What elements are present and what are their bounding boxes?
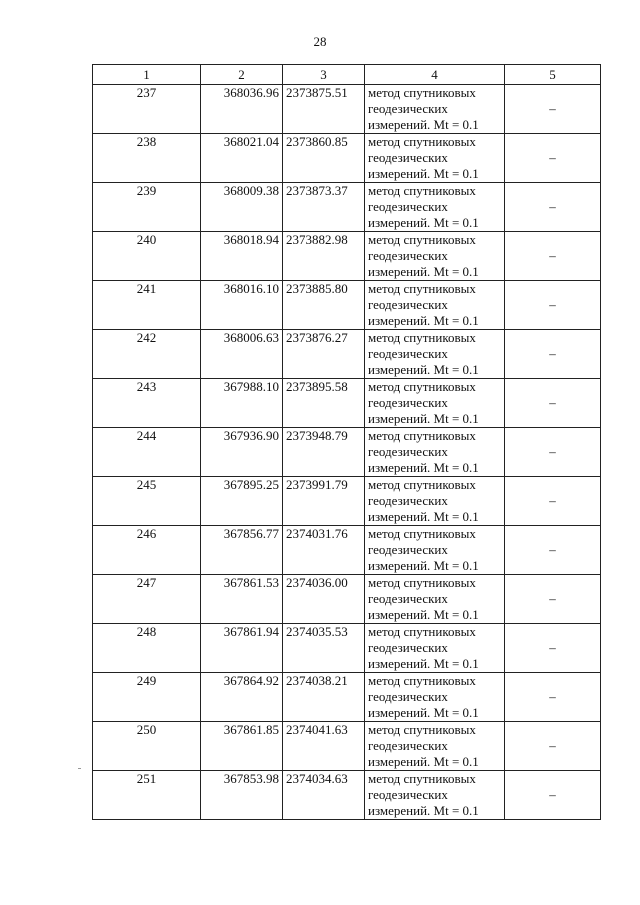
- point-number-cell: 237: [93, 85, 201, 134]
- y-coordinate-cell: 2373882.98: [283, 232, 365, 281]
- point-number-cell: 249: [93, 673, 201, 722]
- table-row: [93, 330, 601, 379]
- table-row: [93, 575, 601, 624]
- method-cell: метод спутниковых геодезических измерений. Mt = 0.1: [365, 673, 505, 722]
- x-coordinate-cell: 368009.38: [201, 183, 283, 232]
- x-coordinate-cell: 368036.96: [201, 85, 283, 134]
- note-cell: –: [505, 526, 601, 575]
- point-number-cell: 242: [93, 330, 201, 379]
- method-cell: метод спутниковых геодезических измерений. Mt = 0.1: [365, 428, 505, 477]
- column-header: 3: [283, 65, 365, 85]
- method-cell: метод спутниковых геодезических измерений. Mt = 0.1: [365, 134, 505, 183]
- point-number-cell: 243: [93, 379, 201, 428]
- note-cell: –: [505, 232, 601, 281]
- note-cell: –: [505, 330, 601, 379]
- y-coordinate-cell: 2373885.80: [283, 281, 365, 330]
- table-row: [93, 477, 601, 526]
- note-cell: –: [505, 575, 601, 624]
- y-coordinate-cell: 2373991.79: [283, 477, 365, 526]
- x-coordinate-cell: 367853.98: [201, 771, 283, 820]
- y-coordinate-cell: 2374034.63: [283, 771, 365, 820]
- x-coordinate-cell: 367861.94: [201, 624, 283, 673]
- y-coordinate-cell: 2373860.85: [283, 134, 365, 183]
- note-cell: –: [505, 477, 601, 526]
- table-row: [93, 232, 601, 281]
- note-cell: –: [505, 771, 601, 820]
- note-cell: –: [505, 722, 601, 771]
- table-row: [93, 673, 601, 722]
- table-row: [93, 771, 601, 820]
- coordinates-table: [92, 64, 601, 820]
- method-cell: метод спутниковых геодезических измерений. Mt = 0.1: [365, 330, 505, 379]
- y-coordinate-cell: 2374035.53: [283, 624, 365, 673]
- y-coordinate-cell: 2373876.27: [283, 330, 365, 379]
- y-coordinate-cell: 2374041.63: [283, 722, 365, 771]
- x-coordinate-cell: 368021.04: [201, 134, 283, 183]
- point-number-cell: 245: [93, 477, 201, 526]
- x-coordinate-cell: 367895.25: [201, 477, 283, 526]
- table-row: [93, 134, 601, 183]
- x-coordinate-cell: 367988.10: [201, 379, 283, 428]
- method-cell: метод спутниковых геодезических измерений. Mt = 0.1: [365, 624, 505, 673]
- table-row: [93, 526, 601, 575]
- note-cell: –: [505, 624, 601, 673]
- point-number-cell: 240: [93, 232, 201, 281]
- x-coordinate-cell: 368006.63: [201, 330, 283, 379]
- x-coordinate-cell: 367861.85: [201, 722, 283, 771]
- y-coordinate-cell: 2373873.37: [283, 183, 365, 232]
- note-cell: –: [505, 428, 601, 477]
- method-cell: метод спутниковых геодезических измерений. Mt = 0.1: [365, 526, 505, 575]
- x-coordinate-cell: 367856.77: [201, 526, 283, 575]
- y-coordinate-cell: 2373948.79: [283, 428, 365, 477]
- column-header: 2: [201, 65, 283, 85]
- x-coordinate-cell: 367936.90: [201, 428, 283, 477]
- margin-mark: [78, 768, 81, 769]
- point-number-cell: 247: [93, 575, 201, 624]
- table-row: [93, 379, 601, 428]
- table-header-row: [93, 65, 601, 85]
- point-number-cell: 241: [93, 281, 201, 330]
- note-cell: –: [505, 281, 601, 330]
- table-row: [93, 722, 601, 771]
- y-coordinate-cell: 2373875.51: [283, 85, 365, 134]
- point-number-cell: 238: [93, 134, 201, 183]
- method-cell: метод спутниковых геодезических измерений. Mt = 0.1: [365, 575, 505, 624]
- point-number-cell: 248: [93, 624, 201, 673]
- note-cell: –: [505, 85, 601, 134]
- note-cell: –: [505, 134, 601, 183]
- note-cell: –: [505, 379, 601, 428]
- note-cell: –: [505, 183, 601, 232]
- method-cell: метод спутниковых геодезических измерений. Mt = 0.1: [365, 85, 505, 134]
- column-header: 5: [505, 65, 601, 85]
- method-cell: метод спутниковых геодезических измерений. Mt = 0.1: [365, 183, 505, 232]
- table-row: [93, 183, 601, 232]
- method-cell: метод спутниковых геодезических измерений. Mt = 0.1: [365, 722, 505, 771]
- page-number: 28: [313, 34, 327, 49]
- table-row: [93, 85, 601, 134]
- x-coordinate-cell: 367861.53: [201, 575, 283, 624]
- table-body: [93, 85, 601, 820]
- note-cell: –: [505, 673, 601, 722]
- x-coordinate-cell: 367864.92: [201, 673, 283, 722]
- point-number-cell: 251: [93, 771, 201, 820]
- y-coordinate-cell: 2374036.00: [283, 575, 365, 624]
- column-header: 4: [365, 65, 505, 85]
- method-cell: метод спутниковых геодезических измерений. Mt = 0.1: [365, 232, 505, 281]
- table-row: [93, 428, 601, 477]
- method-cell: метод спутниковых геодезических измерений. Mt = 0.1: [365, 281, 505, 330]
- x-coordinate-cell: 368016.10: [201, 281, 283, 330]
- x-coordinate-cell: 368018.94: [201, 232, 283, 281]
- y-coordinate-cell: 2374038.21: [283, 673, 365, 722]
- y-coordinate-cell: 2374031.76: [283, 526, 365, 575]
- method-cell: метод спутниковых геодезических измерений. Mt = 0.1: [365, 379, 505, 428]
- table-row: [93, 624, 601, 673]
- column-header: 1: [93, 65, 201, 85]
- y-coordinate-cell: 2373895.58: [283, 379, 365, 428]
- method-cell: метод спутниковых геодезических измерений. Mt = 0.1: [365, 771, 505, 820]
- method-cell: метод спутниковых геодезических измерений. Mt = 0.1: [365, 477, 505, 526]
- table-row: [93, 281, 601, 330]
- point-number-cell: 250: [93, 722, 201, 771]
- point-number-cell: 246: [93, 526, 201, 575]
- point-number-cell: 239: [93, 183, 201, 232]
- point-number-cell: 244: [93, 428, 201, 477]
